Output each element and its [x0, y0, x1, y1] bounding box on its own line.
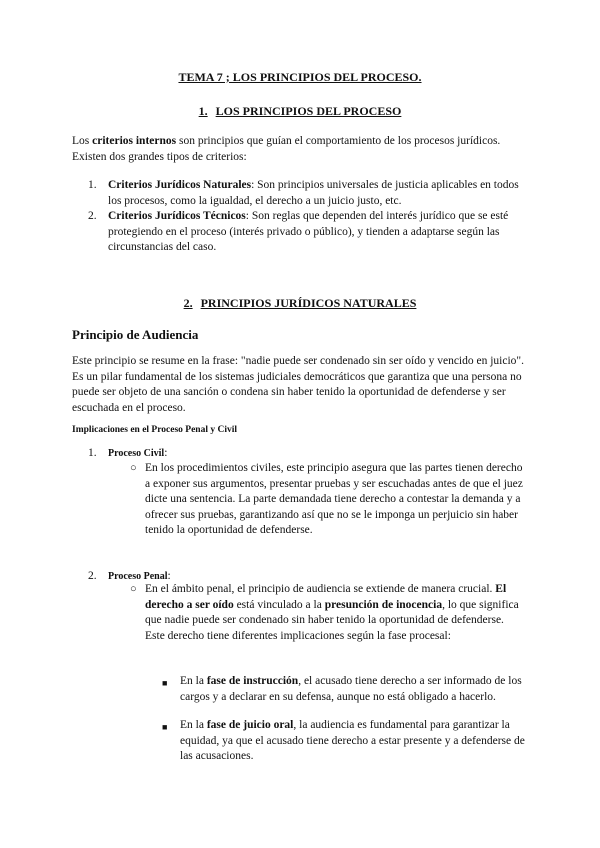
- criteria-item-1-text: : Son principios universales de justicia aplicables en todos los procesos, como la igualdad, el derecho a un juicio justo, etc.: [108, 179, 519, 207]
- oral-trial-bullet-square: ■: [162, 722, 168, 732]
- penal-text: [145, 582, 525, 644]
- implications-heading: Implicaciones en el Proceso Penal y Civil: [72, 425, 237, 435]
- principle-heading: Principio de Audiencia: [72, 327, 199, 342]
- instruction-bullet-square: ■: [162, 678, 168, 688]
- penal-label-text: Proceso Penal: [108, 571, 168, 582]
- principle-intro: Este principio se resume en la frase: "nadie puede ser condenado sin ser oído y vencido en juicio". Es un pilar fundamental de los sistemas judiciales democráticos que garantiza que una persona no puede ser objeto de una sanción o condena sin haber tenido la oportunidad de defenderse y ser escuchada en el proceso.: [72, 355, 524, 414]
- section-2-heading: [0, 296, 600, 312]
- civil-text: En los procedimientos civiles, este principio asegura que las partes tienen derecho a exponer sus argumentos, presentar pruebas y ser escuchadas antes de que el juez dicte una sentencia. La parte demandada tiene derecho a contestar la demanda y a ofrecer sus pruebas, garantizando así que no se le imponga un perjuicio sin haber tenido la oportunidad de defenderse.: [145, 462, 523, 536]
- oral-trial-phase-text: [180, 718, 525, 765]
- section-2-number: 2.: [183, 296, 193, 310]
- criteria-item-1-term: Criterios Jurídicos Naturales: [108, 179, 252, 191]
- oral-trial-pre: En la: [180, 719, 207, 731]
- section-1-heading: [0, 104, 600, 120]
- intro-text-pre: Los: [72, 135, 93, 147]
- penal-bold-presumption: presunción de inocencia: [324, 598, 443, 611]
- criteria-item-2-text: : Son reglas que dependen del interés jurídico que se esté protegiendo en el proceso (interés privado o público), y tienden a adaptarse según las circunstancias del caso.: [108, 210, 509, 253]
- section-1-intro: [72, 134, 532, 165]
- penal-text-mid: está vinculado a la: [233, 598, 325, 611]
- criteria-item-2-term: Criterios Jurídicos Técnicos: [108, 210, 246, 222]
- criteria-item-2: [108, 209, 528, 256]
- penal-bold-right-heard: El derecho a ser oído: [145, 583, 507, 611]
- document-title: TEMA 7 ; LOS PRINCIPIOS DEL PROCESO.: [178, 70, 422, 84]
- penal-text-pre: En el ámbito penal, el principio de audiencia se extiende de manera crucial.: [145, 583, 496, 595]
- penal-colon: :: [167, 570, 171, 582]
- instruction-bold: fase de instrucción: [206, 675, 299, 687]
- civil-number: 1.: [88, 447, 97, 459]
- penal-text-post: , lo que significa que nadie puede ser condenado sin haber tenido la oportunidad de defenderse. Este derecho tiene diferentes implicaciones según la fase procesal:: [145, 598, 519, 642]
- civil-colon: :: [164, 447, 168, 459]
- criteria-item-1-number: 1.: [88, 179, 97, 191]
- civil-bullet-circle: ○: [130, 462, 137, 474]
- instruction-phase-text: [180, 674, 525, 705]
- section-2-title: PRINCIPIOS JURÍDICOS NATURALES: [200, 296, 417, 310]
- section-1-title: LOS PRINCIPIOS DEL PROCESO: [215, 104, 402, 118]
- oral-trial-post: , la audiencia es fundamental para garantizar la equidad, ya que el acusado tiene derecho a estar presente y a defenderse de las acusaciones.: [180, 719, 525, 762]
- intro-text-post: son principios que guían el comportamiento de los procesos jurídicos. Existen dos grandes tipos de criterios:: [72, 135, 501, 163]
- instruction-post: , el acusado tiene derecho a ser informado de los cargos y a declarar en su defensa, aunque no está obligado a hacerlo.: [180, 675, 522, 703]
- civil-label-text: Proceso Civil: [108, 448, 165, 459]
- oral-trial-bold: fase de juicio oral: [206, 719, 294, 731]
- criteria-item-2-number: 2.: [88, 210, 97, 222]
- civil-label: [108, 446, 528, 462]
- instruction-pre: En la: [180, 675, 207, 687]
- section-1-number: 1.: [198, 104, 208, 118]
- intro-bold-term: criterios internos: [92, 135, 177, 147]
- criteria-item-1: [108, 178, 528, 209]
- penal-number: 2.: [88, 570, 97, 582]
- penal-bullet-circle: ○: [130, 583, 137, 595]
